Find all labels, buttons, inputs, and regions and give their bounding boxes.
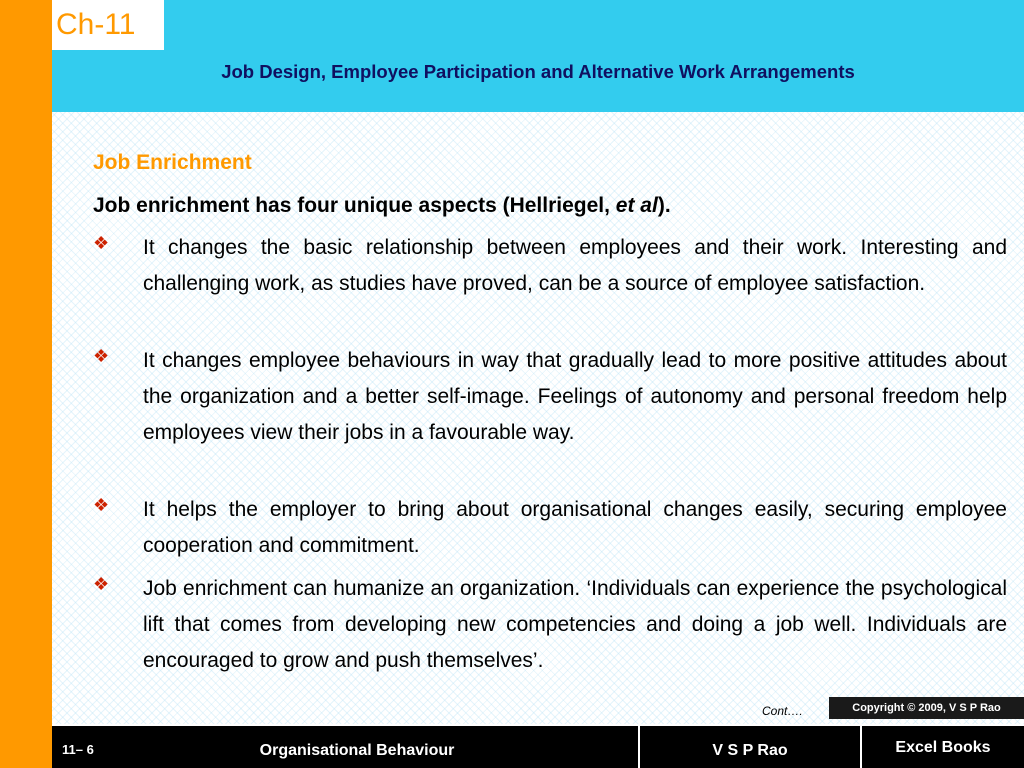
- intro-sentence: [93, 193, 671, 219]
- section-heading: Job Enrichment: [93, 151, 252, 174]
- bullet-text: It helps the employer to bring about organisational changes easily, securing employee cooperation and commitment.: [143, 498, 1007, 557]
- intro-suffix: ).: [657, 194, 671, 217]
- left-accent-bar: [0, 0, 52, 768]
- chapter-label: Ch-11: [56, 8, 136, 41]
- footer-divider: [52, 724, 1024, 726]
- slide-title: Job Design, Employee Participation and Alternative Work Arrangements: [221, 61, 855, 82]
- author-name: V S P Rao: [712, 742, 788, 759]
- slide-number: 11– 6: [62, 742, 94, 757]
- bullet-text: Job enrichment can humanize an organization. ‘Individuals can experience the psychological lift that comes from developing new competencies and doing a job well. Individuals are encouraged to grow and push themselves’.: [143, 577, 1007, 672]
- intro-italic: et al: [615, 194, 658, 217]
- copyright-badge: Copyright © 2009, V S P Rao: [829, 697, 1024, 719]
- diamond-bullet-icon: ❖: [93, 574, 110, 594]
- bullet-text: It changes employee behaviours in way that gradually lead to more positive attitudes about the organization and a better self-image. Feelings of autonomy and personal freedom help employees view their jobs in a favourable way.: [143, 349, 1007, 444]
- intro-prefix: Job enrichment has four unique aspects (Hellriegel,: [93, 194, 616, 217]
- header-band: [52, 0, 1024, 112]
- bullet-text: It changes the basic relationship between employees and their work. Interesting and challenging work, as studies have proved, can be a source of employee satisfaction.: [143, 236, 1007, 295]
- publisher-name: Excel Books: [895, 739, 991, 756]
- diamond-bullet-icon: ❖: [93, 495, 110, 515]
- diamond-bullet-icon: ❖: [93, 346, 110, 366]
- book-title-text: Organisational Behaviour: [259, 742, 455, 759]
- book-title: [52, 742, 662, 760]
- continued-note: Cont….: [762, 704, 803, 718]
- diamond-bullet-icon: ❖: [93, 233, 110, 253]
